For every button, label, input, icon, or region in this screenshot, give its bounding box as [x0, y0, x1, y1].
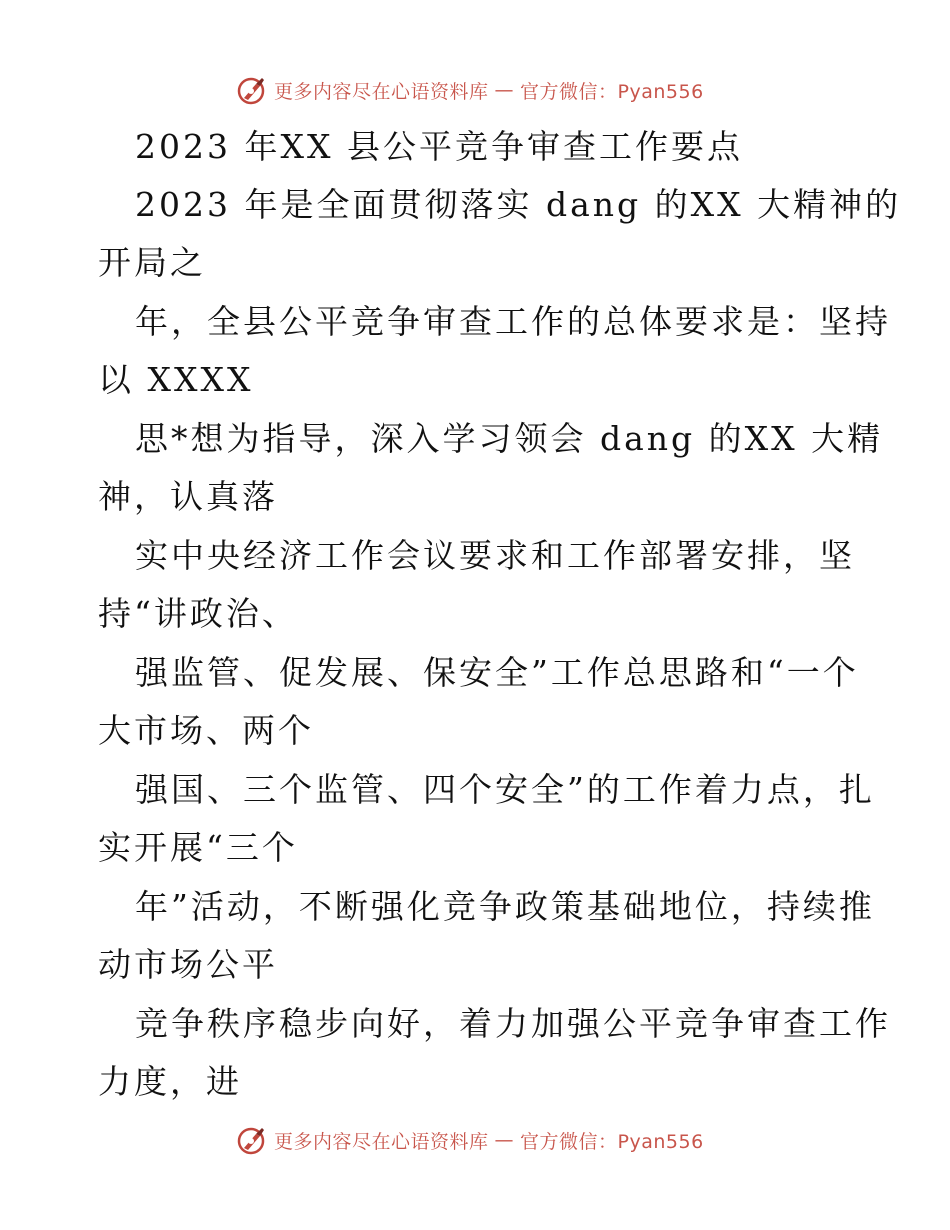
pen-logo-icon — [236, 74, 268, 106]
watermark-text: 更多内容尽在心语资料库 — [274, 80, 489, 103]
paragraph-line: 思*想为指导，深入学习领会 dang 的XX 大精 — [135, 419, 884, 458]
watermark-dash: — — [494, 1129, 515, 1151]
paragraph-line: 开局之 — [98, 243, 206, 282]
watermark-wechat: 官方微信：Pyan556 — [520, 1130, 704, 1153]
paragraph-line: 以 XXXX — [98, 360, 254, 399]
paragraph-line: 大市场、两个 — [98, 711, 314, 750]
paragraph-line: 持“讲政治、 — [98, 594, 298, 633]
pen-logo-icon — [236, 1124, 268, 1156]
paragraph-line: 强监管、促发展、保安全”工作总思路和“一个 — [135, 653, 859, 692]
paragraph-line: 力度，进 — [98, 1062, 242, 1101]
paragraph-line: 动市场公平 — [98, 945, 278, 984]
paragraph-line: 实开展“三个 — [98, 828, 298, 867]
watermark-text: 更多内容尽在心语资料库 — [274, 1130, 489, 1153]
watermark-dash: — — [494, 79, 515, 101]
paragraph-line: 年，全县公平竞争审查工作的总体要求是：坚持 — [135, 302, 891, 341]
watermark-header — [236, 73, 704, 107]
paragraph-line: 2023 年是全面贯彻落实 dang 的XX 大精神的 — [135, 185, 902, 224]
watermark-wechat: 官方微信：Pyan556 — [520, 80, 704, 103]
paragraph-line: 年”活动，不断强化竞争政策基础地位，持续推 — [135, 887, 875, 926]
paragraph-line: 神，认真落 — [98, 477, 278, 516]
paragraph-line: 实中央经济工作会议要求和工作部署安排，坚 — [135, 536, 855, 575]
paragraph-line: 强国、三个监管、四个安全”的工作着力点，扎 — [135, 770, 875, 809]
document-title: 2023 年XX 县公平竞争审查工作要点 — [135, 127, 743, 166]
paragraph-line: 竞争秩序稳步向好，着力加强公平竞争审查工作 — [135, 1004, 891, 1043]
watermark-footer — [236, 1123, 704, 1157]
